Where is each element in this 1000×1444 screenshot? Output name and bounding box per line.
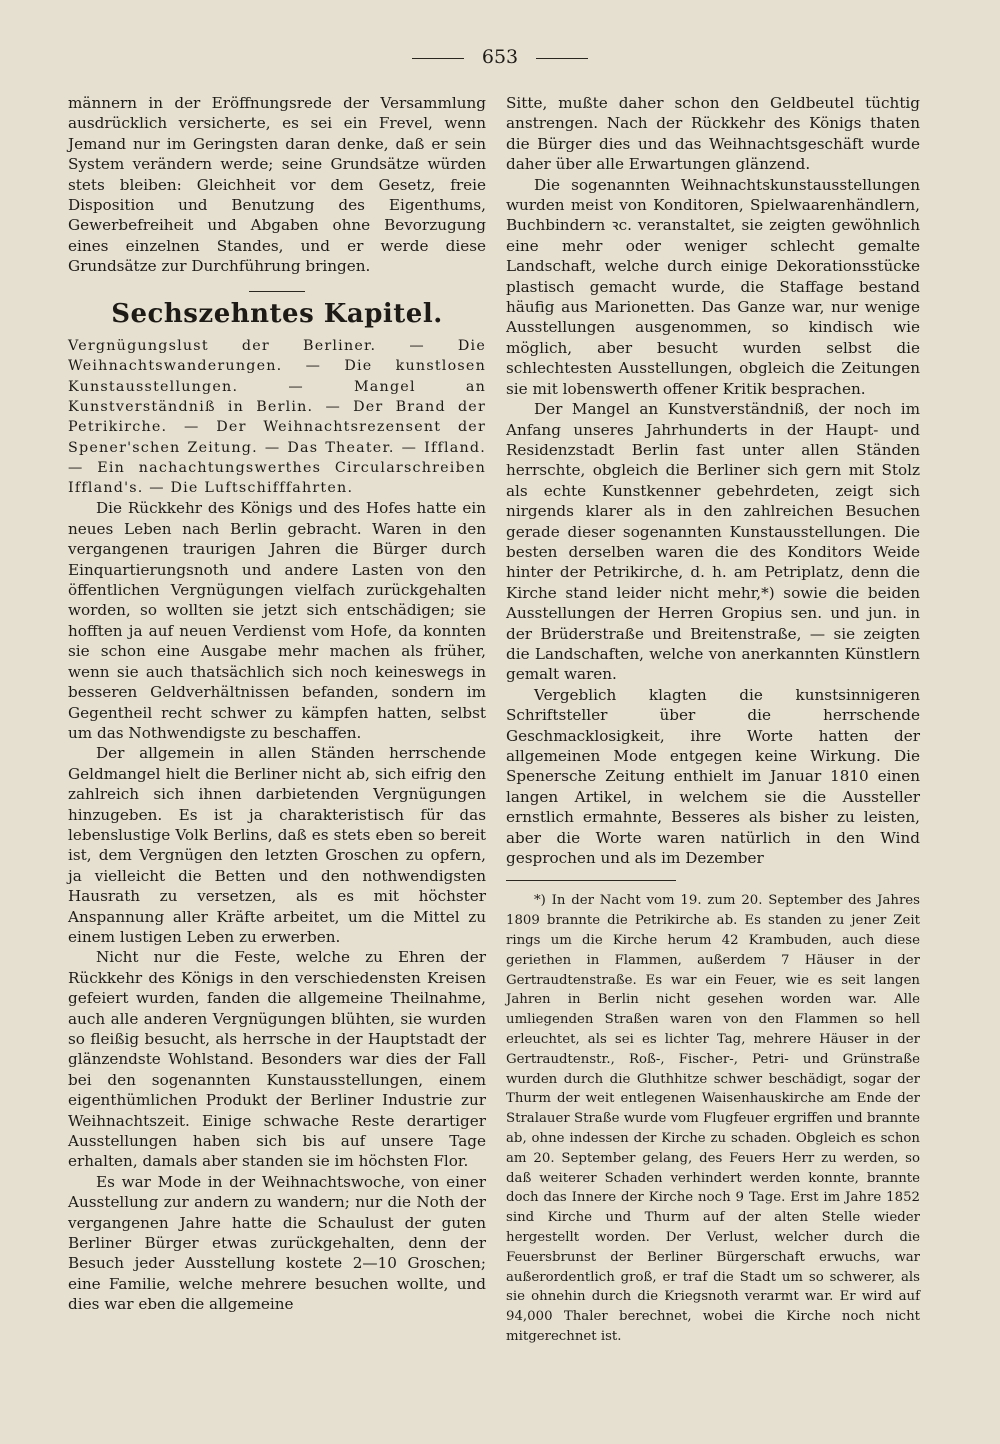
header-rule-right <box>536 58 588 59</box>
right-column <box>506 93 920 1347</box>
paragraph: Der allgemein in allen Ständen herrschende Geldmangel hielt die Berliner nicht ab, sich eifrig den zahlreich sich ihnen darbietenden Vergnügungen hinzugeben. Es ist ja charakteristisch für das lebenslustige Volk Berlins, daß es stets eben so bereit ist, dem Vergnügen den letzten Groschen zu opfern, ja vielleicht die Betten und den nothwendigsten Hausrath zu versetzen, als es mit höchster Anspannung aller Kräfte arbeitet, um die Mittel zu einem lustigen Leben zu erwerben. <box>68 744 486 946</box>
section-divider <box>249 291 305 292</box>
paragraph: Die Rückkehr des Königs und des Hofes hatte ein neues Leben nach Berlin gebracht. Waren in den vergangenen traurigen Jahren die Bürger durch Einquartierungsnoth und andere Lasten von den öffentlichen Vergnügungen vielfach zurückgehalten worden, so wollten sie jetzt sich entschädigen; sie hofften ja auf neuen Verdienst vom Hofe, da konnten sie schon eine Ausgabe mehr machen als früher, wenn sie auch thatsächlich sich noch keineswegs in besseren Geldverhältnissen befanden, sondern im Gegentheil recht schwer zu kämpfen hatten, selbst um das Nothwendigste zu beschaffen. <box>68 499 486 742</box>
paragraph: Die sogenannten Weihnachtskunstausstellungen wurden meist von Konditoren, Spielwaarenhändlern, Buchbindern ꝛc. veranstaltet, sie zeigten gewöhnlich eine mehr oder weniger schlecht gemalte Landschaft, welche durch einige Dekorationsstücke plastisch gemacht wurde, die Staffage bestand häufig aus Marionetten. Das Ganze war, nur wenige Ausstellungen ausgenommen, so kindisch wie möglich, aber besucht wurden selbst die schlechtesten Ausstellungen, obgleich die Zeitungen sie mit lobenswerth offener Kritik besprachen. <box>506 175 920 398</box>
left-column <box>68 93 486 1315</box>
paragraph-continuation: männern in der Eröffnungsrede der Versammlung ausdrücklich versicherte, es sei ein Frevel, wenn Jemand nur im Geringsten daran denke, daß er sein System verändern werde; seine Grundsätze würden stets bleiben: Gleichheit vor dem Gesetz, freie Disposition und Benutzung des Eigenthums, Gewerbefreiheit und Abgaben ohne Bevorzugung eines einzelnen Standes, und er werde diese Grundsätze zur Durchführung bringen. <box>68 94 486 276</box>
page-number: 653 <box>481 46 519 68</box>
paragraph: Es war Mode in der Weihnachtswoche, von einer Ausstellung zur andern zu wandern; nur die Noth der vergangenen Jahre hatte die Schaulust der guten Berliner Bürger etwas zurückgehalten, denn der Besuch jeder Ausstellung kostete 2—10 Groschen; eine Familie, welche mehrere besuchen wollte, und dies war eben die allgemeine <box>68 1172 486 1314</box>
chapter-summary: Vergnügungslust der Berliner. — Die Weihnachtswanderungen. — Die kunstlosen Kunstausstellungen. — Mangel an Kunstverständniß in Berlin. — Der Brand der Petrikirche. — Der Weihnachtsrezensent der Spener'schen Zeitung. — Das Theater. — Iffland. — Ein nachachtungswerthes Circularschreiben Iffland's. — Die Luftschifffahrten. <box>68 338 486 497</box>
paragraph: Nicht nur die Feste, welche zu Ehren der Rückkehr des Königs in den verschiedensten Kreisen gefeiert wurden, fanden die allgemeine Theilnahme, auch alle anderen Vergnügungen blühten, sie wurden so fleißig besucht, als herrsche in der Hauptstadt der glänzendste Wohlstand. Besonders war dies der Fall bei den sogenannten Kunstausstellungen, einem eigenthümlichen Produkt der Berliner Industrie zur Weihnachtszeit. Einige schwache Reste derartiger Ausstellungen haben sich bis auf unsere Tage erhalten, damals aber standen sie im höchsten Flor. <box>68 948 486 1171</box>
paragraph: Vergeblich klagten die kunstsinnigeren Schriftsteller über die herrschende Geschmacklosigkeit, ihre Worte hatten der allgemeinen Mode entgegen keine Wirkung. Die Spenersche Zeitung enthielt im Januar 1810 einen langen Artikel, in welchem sie die Aussteller ernstlich ermahnte, Besseres als bisher zu leisten, aber die Worte waren natürlich in den Wind gesprochen und als im Dezember <box>506 685 920 868</box>
paragraph: Der Mangel an Kunstverständniß, der noch im Anfang unseres Jahrhunderts in der Haupt- und Residenzstadt Berlin fast unter allen Ständen herrschte, obgleich die Berliner sich gern mit Stolz als echte Kunstkenner gebehrdeten, zeigt sich nirgends klarer als in den zahlreichen Besuchen gerade dieser sogenannten Kunstausstellungen. Die besten derselben waren die des Konditors Weide hinter der Petrikirche, d. h. am Petriplatz, denn die Kirche stand leider nicht mehr,*) sowie die beiden Ausstellungen der Herren Gropius sen. und jun. in der Brüderstraße und Breitenstraße, — sie zeigten die Landschaften, welche von anerkannten Künstlern gemalt waren. <box>506 400 920 684</box>
footnote: *) In der Nacht vom 19. zum 20. September des Jahres 1809 brannte die Petrikirche ab. Es standen zu jener Zeit rings um die Kirche herum 42 Krambuden, auch diese geriethen in Flammen, außerdem 7 Häuser in der Gertraudtenstraße. Es war ein Feuer, wie es seit langen Jahren in Berlin nicht gesehen worden war. Alle umliegenden Straßen waren von den Flammen so hell erleuchtet, als sei es lichter Tag, mehrere Häuser in der Gertraudtenstr., Roß-, Fischer-, Petri- und Grünstraße wurden durch die Gluthhitze schwer beschädigt, sogar der Thurm der weit entlegenen Waisenhauskirche am Ende der Stralauer Straße wurde vom Flugfeuer ergriffen und brannte ab, ohne indessen der Kirche zu schaden. Obgleich es schon am 20. September gelang, des Feuers Herr zu werden, so daß weiterer Schaden verhindert werden konnte, brannte doch das Innere der Kirche noch 9 Tage. Erst im Jahre 1852 sind Kirche und Thurm auf der alten Stelle wieder hergestellt worden. Der Verlust, welcher durch die Feuersbrunst der Berliner Bürgerschaft erwuchs, war außerordentlich groß, er traf die Stadt um so schwerer, als sie ohnehin durch die Kriegsnoth verarmt war. Er wird auf 94,000 Thaler berechnet, wobei die Kirche noch nicht mitgerechnet ist. <box>506 893 920 1344</box>
header-rule-left <box>412 58 464 59</box>
chapter-title: Sechszehntes Kapitel. <box>111 298 443 329</box>
paragraph-continuation: Sitte, mußte daher schon den Geldbeutel tüchtig anstrengen. Nach der Rückkehr des Königs thaten die Bürger dies und das Weihnachtsgeschäft wurde daher über alle Erwartungen glänzend. <box>506 94 920 174</box>
footnote-divider <box>506 880 676 881</box>
page-header <box>0 46 1000 68</box>
